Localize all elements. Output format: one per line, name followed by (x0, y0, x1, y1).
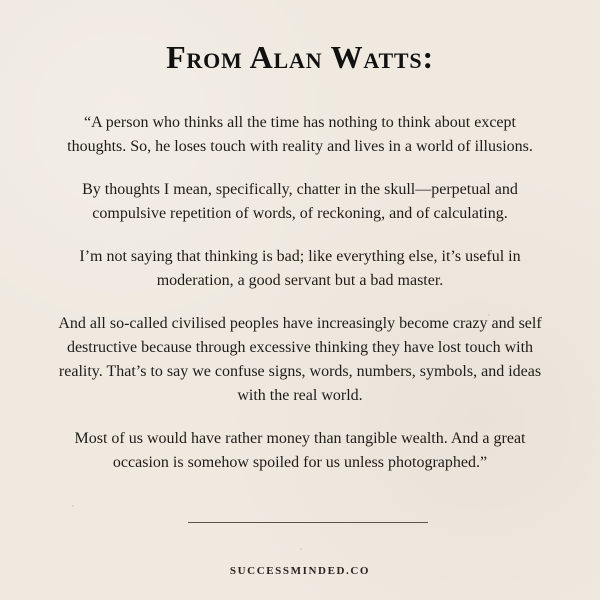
quote-paragraph-5: Most of us would have rather money than tangible wealth. And a great occasion is somehow spoiled for us unless photographed.” (74, 430, 526, 471)
quote-paragraph-1: “A person who thinks all the time has nothing to think about except thoughts. So, he loses touch with reality and lives in a world of illusions. (67, 114, 533, 155)
quote-body (56, 111, 544, 494)
paper-speck (72, 505, 74, 507)
page-title: From Alan Watts: (166, 39, 434, 75)
quote-paragraph-4: And all so-called civilised peoples have increasingly become crazy and self destructive because through excessive thinking they have lost touch with reality. That’s to say we confuse signs, words, numbers, symbols, and ideas with the real world. (58, 315, 542, 404)
source-label: SUCCESSMINDED.CO (229, 565, 371, 577)
quote-paragraph-3: I’m not saying that thinking is bad; like everything else, it’s useful in moderation, a good servant but a bad master. (79, 248, 521, 289)
section-divider (188, 522, 428, 523)
quote-paragraph-2: By thoughts I mean, specifically, chatter in the skull—perpetual and compulsive repetition of words, of reckoning, and of calculating. (82, 181, 518, 222)
paper-speck (300, 548, 302, 550)
